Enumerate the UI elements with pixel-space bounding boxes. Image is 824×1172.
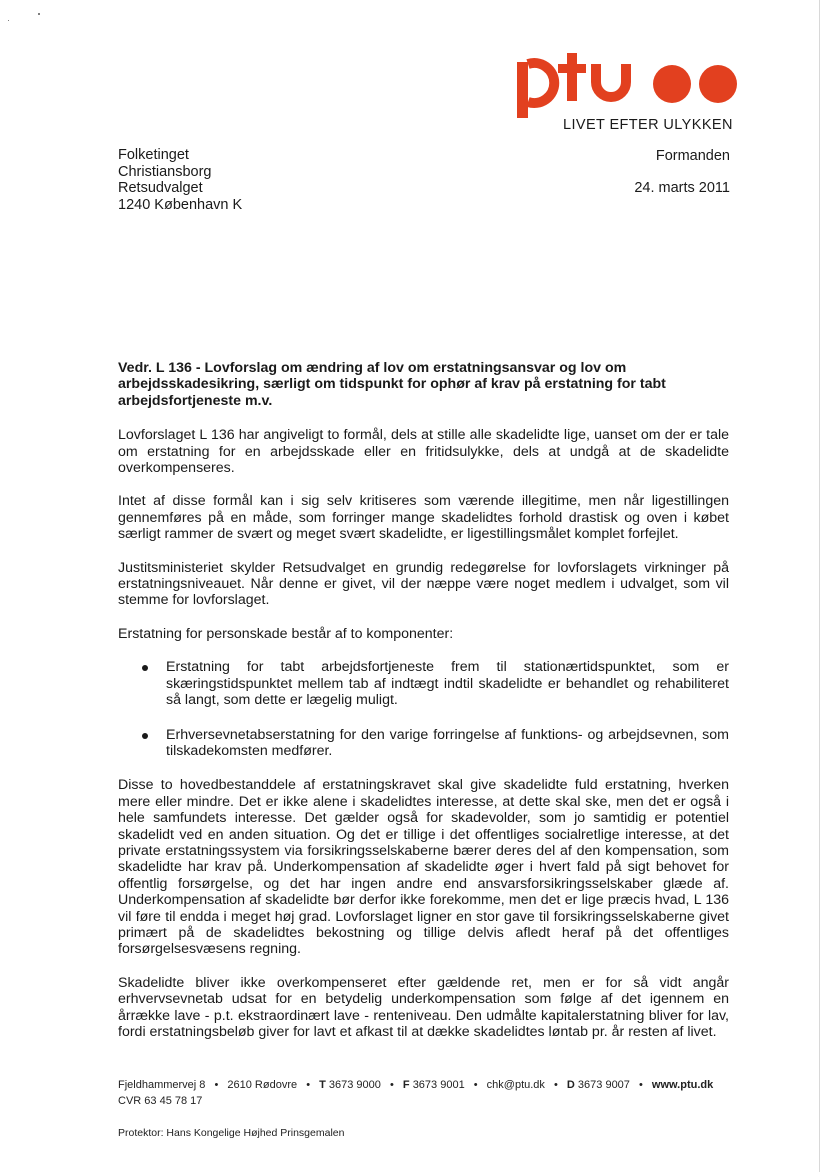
- recipient-line: Folketinget: [118, 147, 189, 163]
- scan-edge: [819, 0, 820, 1172]
- separator-dot: •: [553, 1079, 558, 1091]
- contact-row: [118, 1077, 729, 1093]
- footer-direct: 3673 9007: [577, 1079, 630, 1091]
- footer-address: Fjeldhammervej 8: [118, 1079, 206, 1091]
- list-item: [118, 659, 729, 708]
- body-paragraph: Skadelidte bliver ikke overkompenseret efter gældende ret, men er for så vidt angår erhvervsevnetab udsat for en betydelig underkompensation som følge af det igennem en årrække lave - p.t. ekstraordinært lave - renteniveau. Den udmålte kapitalerstatning bliver for lav, fordi erstatningsbeløb giver for lavt et afkast til at dække skadelidtes løntab pr. år resten af livet.: [118, 974, 729, 1040]
- bullet-icon: [142, 665, 148, 671]
- subject-line: Vedr. L 136 - Lovforslag om ændring af lov om erstatningsansvar og lov om arbejdsskadesikring, særligt om tidspunkt for ophør af krav på erstatning for tabt arbejdsfortjeneste m.v.: [118, 360, 666, 409]
- scan-speck: [38, 13, 40, 15]
- letter-body: [118, 360, 729, 1057]
- list-item-text: Erhversevnetabserstatning for den varige forringelse af funktions- og arbejdsevnen, som tilskadekomsten medfører.: [166, 726, 729, 759]
- phone-label: T: [319, 1079, 326, 1091]
- recipient-line: Retsudvalget: [118, 180, 203, 196]
- list-item: [118, 727, 729, 760]
- list-item-text: Erstatning for tabt arbejdsfortjeneste frem til stationærtidspunktet, som er skæringstidspunktet mellem tab af indtægt indtil skadelidte er behandlet og rehabiliteret så langt, som dette er lægelig muligt.: [166, 659, 729, 709]
- footer-email-link[interactable]: chk@ptu.dk: [486, 1079, 545, 1091]
- separator-dot: •: [306, 1079, 311, 1091]
- ptu-logo-mark: [514, 50, 746, 120]
- recipient-line: Christiansborg: [118, 163, 212, 180]
- letterhead-footer: [118, 1077, 729, 1109]
- separator-dot: •: [214, 1079, 219, 1091]
- fax-label: F: [402, 1079, 410, 1091]
- separator-dot: •: [473, 1079, 478, 1091]
- letter-date: 24. marts 2011: [634, 180, 730, 196]
- bullet-icon: [142, 733, 148, 739]
- recipient-address: [118, 147, 242, 213]
- body-paragraph: Intet af disse formål kan i sig selv kritiseres som værende illegitime, men når ligestillingen gennemføres på en måde, som forringer mange skadelidtes forhold drastisk og oven i købet særligt rammer de svært og meget svært skadelidte, er ligestillingsmålet komplet forfejlet.: [118, 493, 729, 543]
- footer-postal: 2610 Rødovre: [227, 1079, 298, 1091]
- recipient-line: 1240 København K: [118, 196, 243, 213]
- component-list: [118, 659, 729, 759]
- separator-dot: •: [638, 1079, 643, 1091]
- body-paragraph: Justitsministeriet skylder Retsudvalget en grundig redegørelse for lovforslagets virkninger på erstatningsniveauet. Når denne er givet, vil der næppe være noget medlem i udvalget, som vil stemme for lovforslaget.: [118, 559, 729, 609]
- footer-cvr: CVR 63 45 78 17: [118, 1095, 203, 1107]
- body-paragraph: Erstatning for personskade består af to komponenter:: [118, 625, 454, 642]
- direct-label: D: [566, 1079, 575, 1091]
- footer-fax: 3673 9001: [412, 1079, 465, 1091]
- scan-speck: [8, 20, 9, 21]
- footer-patron: Protektor: Hans Kongelige Højhed Prinsgemalen: [118, 1127, 345, 1139]
- separator-dot: •: [389, 1079, 394, 1091]
- logo-tagline: LIVET EFTER ULYKKEN: [563, 117, 733, 133]
- body-paragraph: Disse to hovedbestanddele af erstatningskravet skal give skadelidte fuld erstatning, hverken mere eller mindre. Det er ikke alene i skadelidtes interesse, at dette skal ske, men det er også i hele samfundets interesse. Det gælder også for skadevolder, som jo samtidig er potentiel skadelidt ved en anden situation. Og det er tillige i det offentliges socialretlige interesse, at det private erstatningssystem via forsikringsselskaberne bærer deres del af den kompensation, som skadelidte har krav på. Underkompensation af skadelidte øger i hvert fald på sigt behovet for offentlig forsørgelse, og det har ingen andre end ansvarsforsikringsselskaber glæde af. Underkompensation af skadelidte bør derfor ikke forekomme, men det er lige præcis hvad, L 136 vil føre til endda i meget høj grad. Lovforslaget ligner en stor gave til forsikringsselskaberne givet primært på de skadelidtes bekostning og tillige delvis afledt heraf på det offentliges forsørgelsesvæsens regning.: [118, 777, 729, 958]
- sender-role: Formanden: [655, 148, 730, 164]
- footer-website-link[interactable]: www.ptu.dk: [651, 1079, 714, 1091]
- footer-phone: 3673 9000: [328, 1079, 381, 1091]
- body-paragraph: Lovforslaget L 136 har angiveligt to formål, dels at stille alle skadelidte lige, uanset om der er tale om erstatning for en arbejdsskade eller en fritidsulykke, dels at undgå at de skadelidte overkompenseres.: [118, 427, 729, 477]
